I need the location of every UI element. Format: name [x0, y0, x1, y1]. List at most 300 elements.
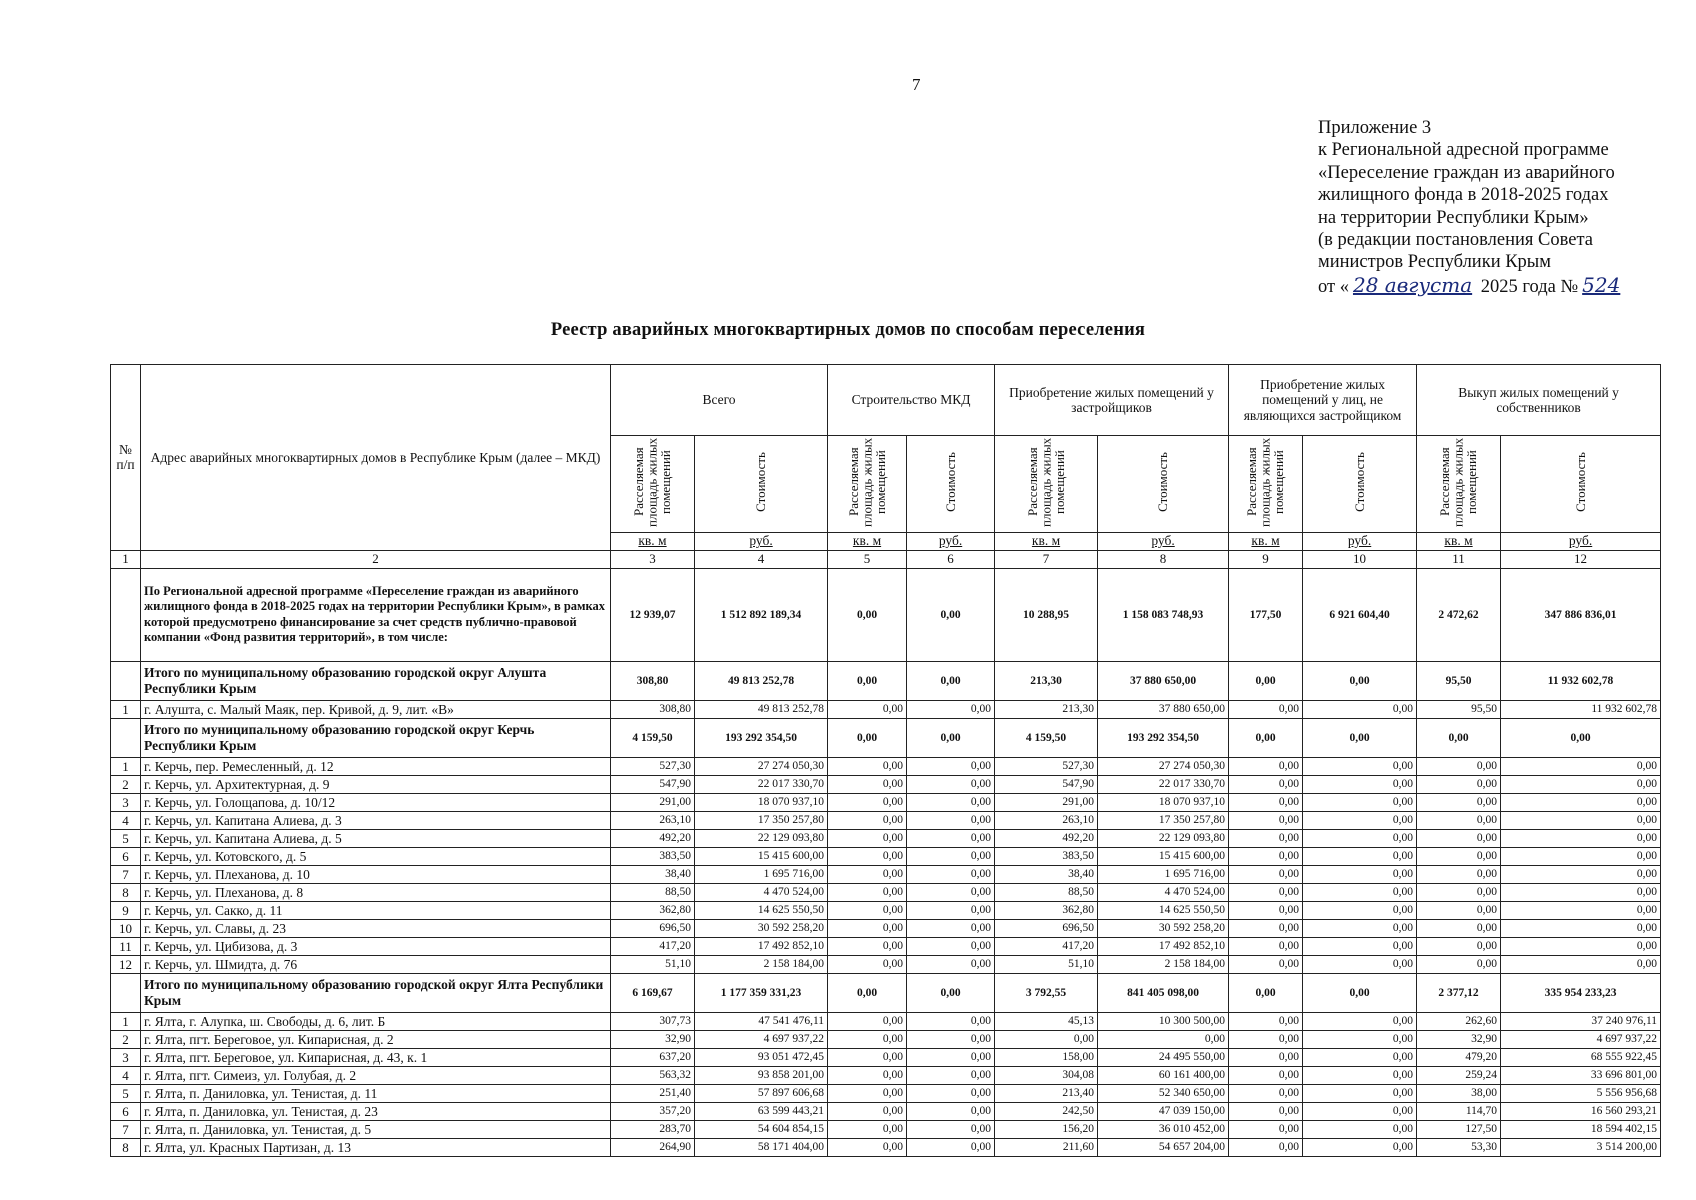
cell-cost: 0,00: [1303, 1012, 1417, 1030]
cell-cost: 0,00: [1303, 1084, 1417, 1102]
row-index: 1: [111, 1012, 141, 1030]
cell-area: 0,00: [1229, 1120, 1303, 1138]
row-address: г. Керчь, ул. Капитана Алиева, д. 3: [141, 811, 611, 829]
cell-area: 362,80: [995, 901, 1098, 919]
header-group-construction: Строительство МКД: [828, 365, 995, 436]
cell-cost: 60 161 400,00: [1098, 1066, 1229, 1084]
cell-area: 4 159,50: [995, 718, 1098, 757]
cell-area: 696,50: [995, 919, 1098, 937]
cell-area: 283,70: [611, 1120, 695, 1138]
cell-area: 4 159,50: [611, 718, 695, 757]
cell-area: 0,00: [1229, 1084, 1303, 1102]
cell-cost: 36 010 452,00: [1098, 1120, 1229, 1138]
column-number: 9: [1229, 550, 1303, 568]
row-index: 7: [111, 1120, 141, 1138]
cell-cost: 0,00: [907, 757, 995, 775]
table-row: [111, 829, 1661, 847]
cell-cost: 37 880 650,00: [1098, 700, 1229, 718]
cell-cost: 841 405 098,00: [1098, 973, 1229, 1012]
table-row: [111, 793, 1661, 811]
cell-area: 114,70: [1417, 1102, 1501, 1120]
cell-cost: 18 594 402,15: [1501, 1120, 1661, 1138]
cell-area: 45,13: [995, 1012, 1098, 1030]
cell-area: 0,00: [828, 1030, 907, 1048]
appendix-line: к Региональной адресной программе: [1318, 140, 1609, 161]
cell-area: 3 792,55: [995, 973, 1098, 1012]
row-address: г. Керчь, ул. Шмидта, д. 76: [141, 955, 611, 973]
cell-area: 0,00: [1229, 1048, 1303, 1066]
cell-cost: 0,00: [1303, 901, 1417, 919]
cell-cost: 37 240 976,11: [1501, 1012, 1661, 1030]
cell-cost: 54 657 204,00: [1098, 1138, 1229, 1156]
unit-area: кв. м: [1229, 532, 1303, 550]
table-row: [111, 1120, 1661, 1138]
cell-cost: 2 158 184,00: [695, 955, 828, 973]
cell-cost: 5 556 956,68: [1501, 1084, 1661, 1102]
row-address: г. Керчь, ул. Сакко, д. 11: [141, 901, 611, 919]
cell-area: 0,00: [1229, 661, 1303, 700]
cell-cost: 0,00: [1303, 1066, 1417, 1084]
cell-area: 0,00: [828, 919, 907, 937]
cell-area: 259,24: [1417, 1066, 1501, 1084]
appendix-line: Приложение 3: [1318, 118, 1432, 138]
cell-area: 0,00: [1229, 1102, 1303, 1120]
cell-cost: 193 292 354,50: [695, 718, 828, 757]
column-number: 6: [907, 550, 995, 568]
cell-cost: 57 897 606,68: [695, 1084, 828, 1102]
cell-cost: 0,00: [907, 1120, 995, 1138]
row-index: [111, 973, 141, 1012]
row-index: 4: [111, 1066, 141, 1084]
cell-area: 38,40: [995, 865, 1098, 883]
cell-cost: 22 017 330,70: [695, 775, 828, 793]
cell-area: 0,00: [1229, 1066, 1303, 1084]
row-index: 2: [111, 1030, 141, 1048]
registry-table: [110, 364, 1661, 1157]
cell-area: 263,10: [995, 811, 1098, 829]
cell-cost: 17 350 257,80: [1098, 811, 1229, 829]
cell-area: 527,30: [995, 757, 1098, 775]
header-cost: Стоимость: [1098, 436, 1229, 533]
cell-cost: 0,00: [1501, 811, 1661, 829]
cell-cost: 18 070 937,10: [695, 793, 828, 811]
cell-area: 0,00: [828, 568, 907, 661]
cell-cost: 15 415 600,00: [695, 847, 828, 865]
cell-cost: 4 697 937,22: [695, 1030, 828, 1048]
cell-cost: 1 695 716,00: [695, 865, 828, 883]
cell-area: 547,90: [995, 775, 1098, 793]
cell-cost: 11 932 602,78: [1501, 661, 1661, 700]
cell-area: 492,20: [995, 829, 1098, 847]
cell-area: 0,00: [1229, 775, 1303, 793]
cell-area: 10 288,95: [995, 568, 1098, 661]
cell-cost: 54 604 854,15: [695, 1120, 828, 1138]
cell-area: 0,00: [828, 1066, 907, 1084]
cell-area: 0,00: [1229, 718, 1303, 757]
column-number: 11: [1417, 550, 1501, 568]
cell-area: 12 939,07: [611, 568, 695, 661]
cell-area: 0,00: [1229, 793, 1303, 811]
cell-cost: 193 292 354,50: [1098, 718, 1229, 757]
row-address: г. Керчь, ул. Капитана Алиева, д. 5: [141, 829, 611, 847]
table-row: [111, 1012, 1661, 1030]
cell-cost: 49 813 252,78: [695, 661, 828, 700]
cell-cost: 0,00: [907, 901, 995, 919]
row-index: 5: [111, 1084, 141, 1102]
cell-cost: 47 039 150,00: [1098, 1102, 1229, 1120]
cell-cost: 0,00: [1501, 793, 1661, 811]
cell-cost: 0,00: [907, 937, 995, 955]
row-address: г. Керчь, ул. Славы, д. 23: [141, 919, 611, 937]
cell-area: 0,00: [1229, 973, 1303, 1012]
cell-cost: 1 512 892 189,34: [695, 568, 828, 661]
cell-area: 0,00: [1417, 919, 1501, 937]
cell-cost: 2 158 184,00: [1098, 955, 1229, 973]
cell-cost: 6 921 604,40: [1303, 568, 1417, 661]
appendix-line: на территории Республики Крым»: [1318, 207, 1589, 228]
cell-area: 0,00: [1229, 1138, 1303, 1156]
cell-cost: 15 415 600,00: [1098, 847, 1229, 865]
cell-cost: 0,00: [1303, 700, 1417, 718]
document-title: Реестр аварийных многоквартирных домов по способам переселения: [550, 320, 1146, 340]
cell-cost: 0,00: [1501, 865, 1661, 883]
header-cost: Стоимость: [1303, 436, 1417, 533]
row-index: 9: [111, 901, 141, 919]
registry-body: [111, 568, 1661, 1156]
cell-area: 95,50: [1417, 700, 1501, 718]
row-address: г. Ялта, пгт. Береговое, ул. Кипарисная, д. 43, к. 1: [141, 1048, 611, 1066]
cell-area: 51,10: [995, 955, 1098, 973]
column-number: 10: [1303, 550, 1417, 568]
row-address: г. Ялта, п. Даниловка, ул. Тенистая, д. 23: [141, 1102, 611, 1120]
row-address: г. Алушта, с. Малый Маяк, пер. Кривой, д. 9, лит. «В»: [141, 700, 611, 718]
header-area: Расселяемая площадь жилых помещений: [1229, 436, 1303, 533]
table-row: [111, 1138, 1661, 1156]
cell-area: 0,00: [828, 973, 907, 1012]
header-area: Расселяемая площадь жилых помещений: [611, 436, 695, 533]
header-area: Расселяемая площадь жилых помещений: [1417, 436, 1501, 533]
cell-cost: 0,00: [1303, 847, 1417, 865]
row-index: 1: [111, 700, 141, 718]
row-address: Итого по муниципальному образованию городской округ Алушта Республики Крым: [141, 661, 611, 700]
cell-area: 0,00: [828, 883, 907, 901]
row-index: [111, 661, 141, 700]
unit-area: кв. м: [828, 532, 907, 550]
cell-area: 0,00: [1229, 1030, 1303, 1048]
cell-cost: 3 514 200,00: [1501, 1138, 1661, 1156]
cell-area: 0,00: [1417, 793, 1501, 811]
cell-area: 291,00: [995, 793, 1098, 811]
cell-area: 2 472,62: [1417, 568, 1501, 661]
page-number: 7: [912, 75, 921, 94]
table-row: [111, 955, 1661, 973]
cell-cost: 33 696 801,00: [1501, 1066, 1661, 1084]
municipality-total-row: [111, 661, 1661, 700]
cell-area: 0,00: [1417, 883, 1501, 901]
cell-cost: 0,00: [1303, 1138, 1417, 1156]
column-number: 4: [695, 550, 828, 568]
unit-cost: руб.: [1501, 532, 1661, 550]
cell-cost: 17 350 257,80: [695, 811, 828, 829]
unit-area: кв. м: [995, 532, 1098, 550]
row-address: г. Ялта, ул. Красных Партизан, д. 13: [141, 1138, 611, 1156]
cell-area: 383,50: [611, 847, 695, 865]
row-address: г. Керчь, ул. Котовского, д. 5: [141, 847, 611, 865]
column-number: 2: [141, 550, 611, 568]
cell-area: 53,30: [1417, 1138, 1501, 1156]
cell-area: 211,60: [995, 1138, 1098, 1156]
cell-area: 0,00: [1417, 718, 1501, 757]
cell-cost: 22 129 093,80: [695, 829, 828, 847]
cell-cost: 0,00: [907, 1084, 995, 1102]
cell-area: 0,00: [1417, 901, 1501, 919]
cell-cost: 0,00: [1501, 883, 1661, 901]
cell-area: 213,40: [995, 1084, 1098, 1102]
cell-cost: 0,00: [1098, 1030, 1229, 1048]
cell-cost: 4 470 524,00: [695, 883, 828, 901]
table-row: [111, 865, 1661, 883]
header-area: Расселяемая площадь жилых помещений: [995, 436, 1098, 533]
cell-area: 0,00: [1417, 775, 1501, 793]
cell-area: 0,00: [828, 1084, 907, 1102]
cell-area: 264,90: [611, 1138, 695, 1156]
appendix-line: министров Республики Крым: [1318, 252, 1551, 273]
cell-cost: 11 932 602,78: [1501, 700, 1661, 718]
cell-cost: 0,00: [1303, 829, 1417, 847]
cell-area: 0,00: [828, 1048, 907, 1066]
cell-area: 156,20: [995, 1120, 1098, 1138]
row-index: 1: [111, 757, 141, 775]
appendix-line: жилищного фонда в 2018-2025 годах: [1318, 185, 1609, 206]
cell-cost: 0,00: [1303, 919, 1417, 937]
cell-area: 0,00: [1229, 883, 1303, 901]
unit-cost: руб.: [695, 532, 828, 550]
cell-cost: 0,00: [1501, 901, 1661, 919]
unit-cost: руб.: [1098, 532, 1229, 550]
cell-cost: 335 954 233,23: [1501, 973, 1661, 1012]
cell-area: 0,00: [828, 1120, 907, 1138]
row-index: 6: [111, 847, 141, 865]
cell-area: 0,00: [1229, 811, 1303, 829]
row-address: г. Ялта, п. Даниловка, ул. Тенистая, д. 11: [141, 1084, 611, 1102]
cell-cost: 0,00: [907, 847, 995, 865]
cell-cost: 1 695 716,00: [1098, 865, 1229, 883]
table-row: [111, 775, 1661, 793]
program-total-row: [111, 568, 1661, 661]
date-prefix: от «: [1318, 276, 1349, 297]
cell-cost: 37 880 650,00: [1098, 661, 1229, 700]
cell-cost: 0,00: [907, 919, 995, 937]
cell-area: 0,00: [828, 700, 907, 718]
cell-area: 251,40: [611, 1084, 695, 1102]
cell-cost: 1 177 359 331,23: [695, 973, 828, 1012]
row-address: г. Ялта, п. Даниловка, ул. Тенистая, д. 5: [141, 1120, 611, 1138]
cell-area: 32,90: [611, 1030, 695, 1048]
cell-area: 0,00: [1417, 955, 1501, 973]
header-cost: Стоимость: [1501, 436, 1661, 533]
cell-area: 0,00: [1417, 865, 1501, 883]
column-number: 5: [828, 550, 907, 568]
cell-cost: 0,00: [907, 1012, 995, 1030]
row-index: 10: [111, 919, 141, 937]
column-number: 12: [1501, 550, 1661, 568]
row-address: Итого по муниципальному образованию городской округ Керчь Республики Крым: [141, 718, 611, 757]
row-index: 11: [111, 937, 141, 955]
cell-cost: 93 858 201,00: [695, 1066, 828, 1084]
row-address: г. Керчь, ул. Плеханова, д. 10: [141, 865, 611, 883]
cell-cost: 0,00: [907, 1030, 995, 1048]
cell-cost: 0,00: [907, 661, 995, 700]
cell-area: 0,00: [1229, 919, 1303, 937]
header-num: № п/п: [111, 365, 141, 551]
table-row: [111, 1066, 1661, 1084]
cell-area: 95,50: [1417, 661, 1501, 700]
row-address: Итого по муниципальному образованию городской округ Ялта Республики Крым: [141, 973, 611, 1012]
table-row: [111, 1102, 1661, 1120]
cell-cost: 0,00: [907, 775, 995, 793]
row-address: г. Ялта, г. Алупка, ш. Свободы, д. 6, лит. Б: [141, 1012, 611, 1030]
unit-cost: руб.: [907, 532, 995, 550]
cell-cost: 0,00: [1303, 883, 1417, 901]
cell-area: 262,60: [1417, 1012, 1501, 1030]
cell-area: 307,73: [611, 1012, 695, 1030]
cell-cost: 52 340 650,00: [1098, 1084, 1229, 1102]
cell-area: 0,00: [828, 811, 907, 829]
table-row: [111, 919, 1661, 937]
row-index: 3: [111, 793, 141, 811]
table-row: [111, 937, 1661, 955]
cell-area: 0,00: [828, 718, 907, 757]
cell-cost: 0,00: [1303, 811, 1417, 829]
row-address: г. Ялта, пгт. Береговое, ул. Кипарисная, д. 2: [141, 1030, 611, 1048]
cell-cost: 0,00: [907, 883, 995, 901]
cell-area: 0,00: [828, 1012, 907, 1030]
cell-area: 242,50: [995, 1102, 1098, 1120]
cell-cost: 0,00: [1303, 1048, 1417, 1066]
cell-cost: 0,00: [907, 793, 995, 811]
column-number: 8: [1098, 550, 1229, 568]
appendix-block: [1318, 117, 1678, 298]
column-number: 3: [611, 550, 695, 568]
cell-cost: 0,00: [1303, 1120, 1417, 1138]
header-address: Адрес аварийных многоквартирных домов в Республике Крым (далее – МКД): [141, 365, 611, 551]
cell-cost: 16 560 293,21: [1501, 1102, 1661, 1120]
handwritten-date: 28 августа: [1352, 272, 1473, 297]
table-row: [111, 700, 1661, 718]
cell-cost: 0,00: [1303, 757, 1417, 775]
cell-cost: 0,00: [907, 718, 995, 757]
row-index: 5: [111, 829, 141, 847]
cell-cost: 0,00: [907, 811, 995, 829]
cell-area: 51,10: [611, 955, 695, 973]
cell-area: 0,00: [828, 901, 907, 919]
cell-area: 527,30: [611, 757, 695, 775]
cell-area: 0,00: [828, 1138, 907, 1156]
cell-cost: 0,00: [907, 865, 995, 883]
cell-cost: 0,00: [1501, 829, 1661, 847]
cell-cost: 347 886 836,01: [1501, 568, 1661, 661]
cell-area: 357,20: [611, 1102, 695, 1120]
cell-area: 0,00: [828, 847, 907, 865]
cell-area: 0,00: [1229, 1012, 1303, 1030]
row-address: г. Керчь, ул. Плеханова, д. 8: [141, 883, 611, 901]
row-index: 3: [111, 1048, 141, 1066]
table-row: [111, 883, 1661, 901]
municipality-total-row: [111, 973, 1661, 1012]
cell-area: 308,80: [611, 661, 695, 700]
cell-cost: 68 555 922,45: [1501, 1048, 1661, 1066]
cell-area: 479,20: [1417, 1048, 1501, 1066]
cell-cost: 0,00: [907, 568, 995, 661]
cell-cost: 0,00: [907, 829, 995, 847]
cell-area: 0,00: [1229, 700, 1303, 718]
header-group-developers: Приобретение жилых помещений у застройщиков: [995, 365, 1229, 436]
table-row: [111, 1030, 1661, 1048]
column-number: 7: [995, 550, 1098, 568]
cell-area: 492,20: [611, 829, 695, 847]
cell-cost: 0,00: [907, 955, 995, 973]
cell-cost: 0,00: [907, 1138, 995, 1156]
cell-area: 547,90: [611, 775, 695, 793]
cell-area: 563,32: [611, 1066, 695, 1084]
unit-area: кв. м: [1417, 532, 1501, 550]
cell-area: 0,00: [995, 1030, 1098, 1048]
row-address: г. Керчь, ул. Цибизова, д. 3: [141, 937, 611, 955]
unit-area: кв. м: [611, 532, 695, 550]
cell-cost: 0,00: [1303, 793, 1417, 811]
cell-area: 0,00: [828, 757, 907, 775]
cell-cost: 22 129 093,80: [1098, 829, 1229, 847]
date-suffix: 2025 года №: [1476, 276, 1579, 297]
cell-area: 417,20: [995, 937, 1098, 955]
header-cost: Стоимость: [907, 436, 995, 533]
column-number-row: [111, 550, 1661, 568]
cell-cost: 30 592 258,20: [1098, 919, 1229, 937]
cell-area: 308,80: [611, 700, 695, 718]
cell-area: 0,00: [1417, 811, 1501, 829]
cell-area: 0,00: [828, 937, 907, 955]
header-group-buyout: Выкуп жилых помещений у собственников: [1417, 365, 1661, 436]
cell-area: 0,00: [1417, 937, 1501, 955]
row-index: [111, 568, 141, 661]
table-row: [111, 847, 1661, 865]
cell-area: 0,00: [828, 829, 907, 847]
cell-cost: 27 274 050,30: [1098, 757, 1229, 775]
cell-area: 0,00: [1417, 829, 1501, 847]
cell-cost: 30 592 258,20: [695, 919, 828, 937]
header-cost: Стоимость: [695, 436, 828, 533]
handwritten-number: 524: [1582, 272, 1621, 297]
cell-cost: 0,00: [1303, 955, 1417, 973]
row-index: 12: [111, 955, 141, 973]
cell-cost: 24 495 550,00: [1098, 1048, 1229, 1066]
cell-area: 0,00: [1417, 757, 1501, 775]
unit-cost: руб.: [1303, 532, 1417, 550]
cell-area: 213,30: [995, 700, 1098, 718]
cell-cost: 0,00: [1303, 718, 1417, 757]
cell-area: 88,50: [611, 883, 695, 901]
cell-cost: 0,00: [1303, 865, 1417, 883]
cell-cost: 0,00: [1303, 973, 1417, 1012]
cell-area: 0,00: [1229, 901, 1303, 919]
cell-area: 383,50: [995, 847, 1098, 865]
cell-cost: 0,00: [907, 973, 995, 1012]
header-area: Расселяемая площадь жилых помещений: [828, 436, 907, 533]
cell-cost: 0,00: [1501, 847, 1661, 865]
cell-area: 0,00: [828, 1102, 907, 1120]
cell-cost: 0,00: [907, 1102, 995, 1120]
cell-area: 38,00: [1417, 1084, 1501, 1102]
